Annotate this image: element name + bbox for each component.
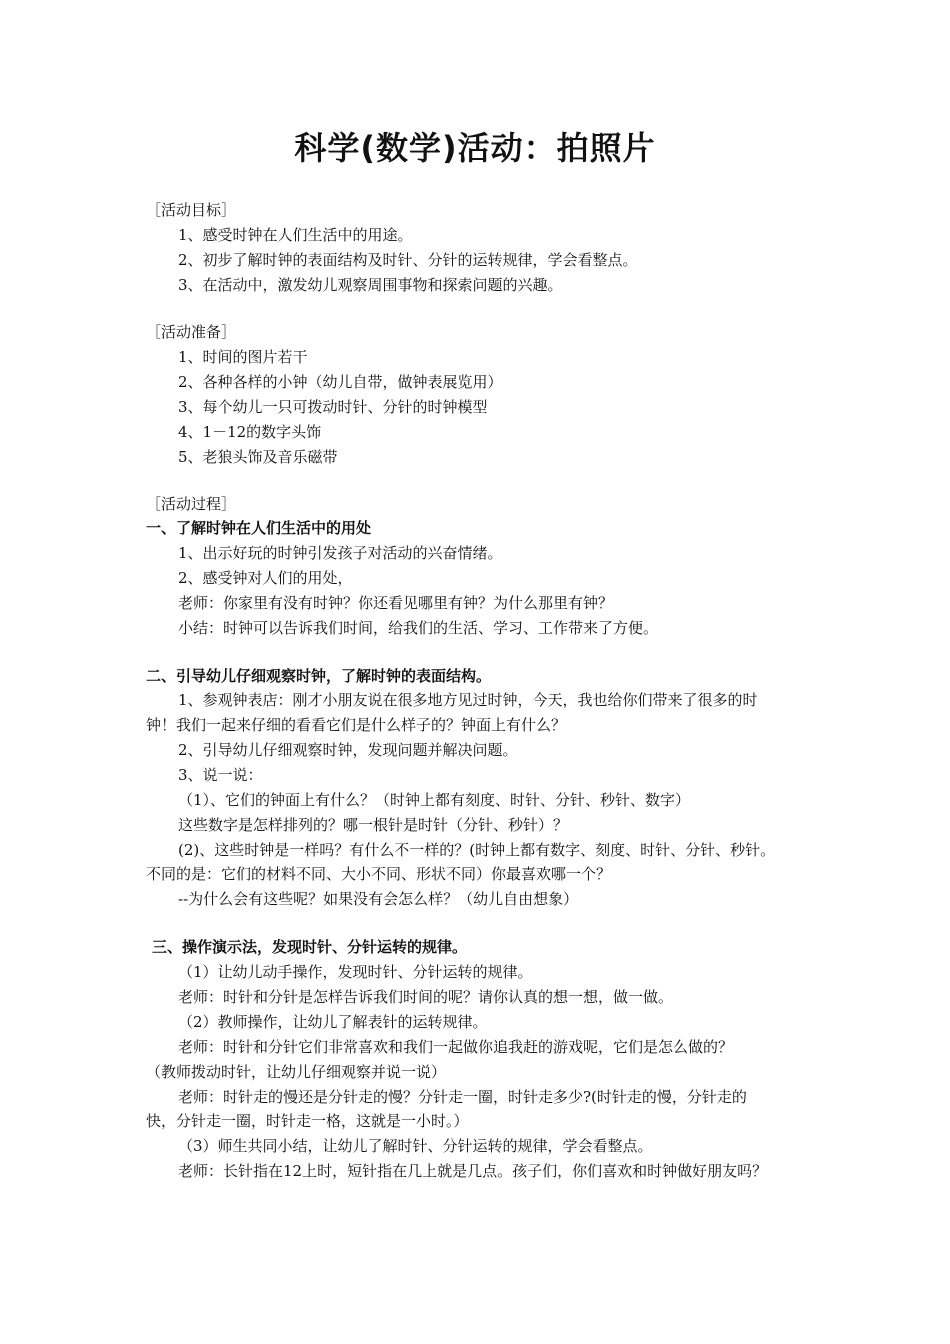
part1-heading: 一、了解时钟在人们生活中的用处 [146, 519, 372, 537]
part3-line: （教师拨动时针，让幼儿仔细观察并说一说） [146, 1063, 447, 1081]
part3-line: （1）让幼儿动手操作，发现时针、分针运转的规律。 [178, 963, 533, 981]
part2-line: 这些数字是怎样排列的？哪一根针是时针（分针、秒针）？ [178, 816, 569, 834]
part2-line: 1、参观钟表店：刚才小朋友说在很多地方见过时钟，今天，我也给你们带来了很多的时 [178, 691, 758, 709]
process-heading: ［活动过程］ [146, 495, 237, 513]
prep-item: 2、各种各样的小钟（幼儿自带，做钟表展览用） [178, 373, 503, 391]
part2-line: 2、引导幼儿仔细观察时钟，发现问题并解决问题。 [178, 741, 518, 759]
part2-line: （1）、它们的钟面上有什么？（时钟上都有刻度、时针、分针、秒针、数字） [178, 791, 691, 809]
part3-heading: 三、操作演示法，发现时针、分针运转的规律。 [152, 938, 468, 956]
part2-line: (2)、这些时钟是一样吗？有什么不一样的？(时钟上都有数字、刻度、时针、分针、秒针。 [178, 841, 776, 859]
goal-item: 3、在活动中，激发幼儿观察周围事物和探索问题的兴趣。 [178, 276, 563, 294]
part3-line: 快，分针走一圈，时针走一格，这就是一小时。） [146, 1112, 469, 1130]
part2-line: 3、说一说： [178, 766, 263, 784]
part1-line: 小结：时钟可以告诉我们时间，给我们的生活、学习、工作带来了方便。 [178, 619, 659, 637]
part3-line: 老师：时针和分针它们非常喜欢和我们一起做你追我赶的游戏呢，它们是怎么做的？ [178, 1038, 734, 1056]
prep-item: 3、每个幼儿一只可拨动时针、分针的时钟模型 [178, 398, 488, 416]
goal-item: 1、感受时钟在人们生活中的用途。 [178, 226, 413, 244]
part3-line: 老师：时针走的慢还是分针走的慢？分针走一圈，时针走多少?(时针走的慢，分针走的 [178, 1088, 747, 1106]
part1-line: 2、感受钟对人们的用处， [178, 569, 353, 587]
part3-line: （2）教师操作，让幼儿了解表针的运转规律。 [178, 1013, 488, 1031]
prep-item: 5、老狼头饰及音乐磁带 [178, 448, 338, 466]
part2-line: 不同的是：它们的材料不同、大小不同、形状不同）你最喜欢哪一个？ [146, 865, 612, 883]
document-title: 科学(数学)活动：拍照片 [294, 129, 656, 167]
prep-item: 1、时间的图片若干 [178, 348, 308, 366]
goal-item: 2、初步了解时钟的表面结构及时针、分针的运转规律，学会看整点。 [178, 251, 638, 269]
part1-line: 1、出示好玩的时钟引发孩子对活动的兴奋情绪。 [178, 544, 503, 562]
prep-item: 4、1－12的数字头饰 [178, 423, 322, 441]
part1-line: 老师：你家里有没有时钟？你还看见哪里有钟？为什么那里有钟？ [178, 594, 614, 612]
part3-line: 老师：时针和分针是怎样告诉我们时间的呢？请你认真的想一想，做一做。 [178, 988, 674, 1006]
prep-heading: ［活动准备］ [146, 323, 237, 341]
part2-heading: 二、引导幼儿仔细观察时钟，了解时钟的表面结构。 [146, 667, 492, 685]
goals-heading: ［活动目标］ [146, 201, 237, 219]
part3-line: 老师：长针指在12上时，短针指在几上就是几点。孩子们，你们喜欢和时钟做好朋友吗？ [178, 1162, 768, 1180]
part3-line: （3）师生共同小结，让幼儿了解时针、分针运转的规律，学会看整点。 [178, 1137, 653, 1155]
part2-line: 钟！我们一起来仔细的看看它们是什么样子的？钟面上有什么？ [146, 716, 567, 734]
part2-line: --为什么会有这些呢？如果没有会怎么样？（幼儿自由想象） [178, 890, 579, 908]
